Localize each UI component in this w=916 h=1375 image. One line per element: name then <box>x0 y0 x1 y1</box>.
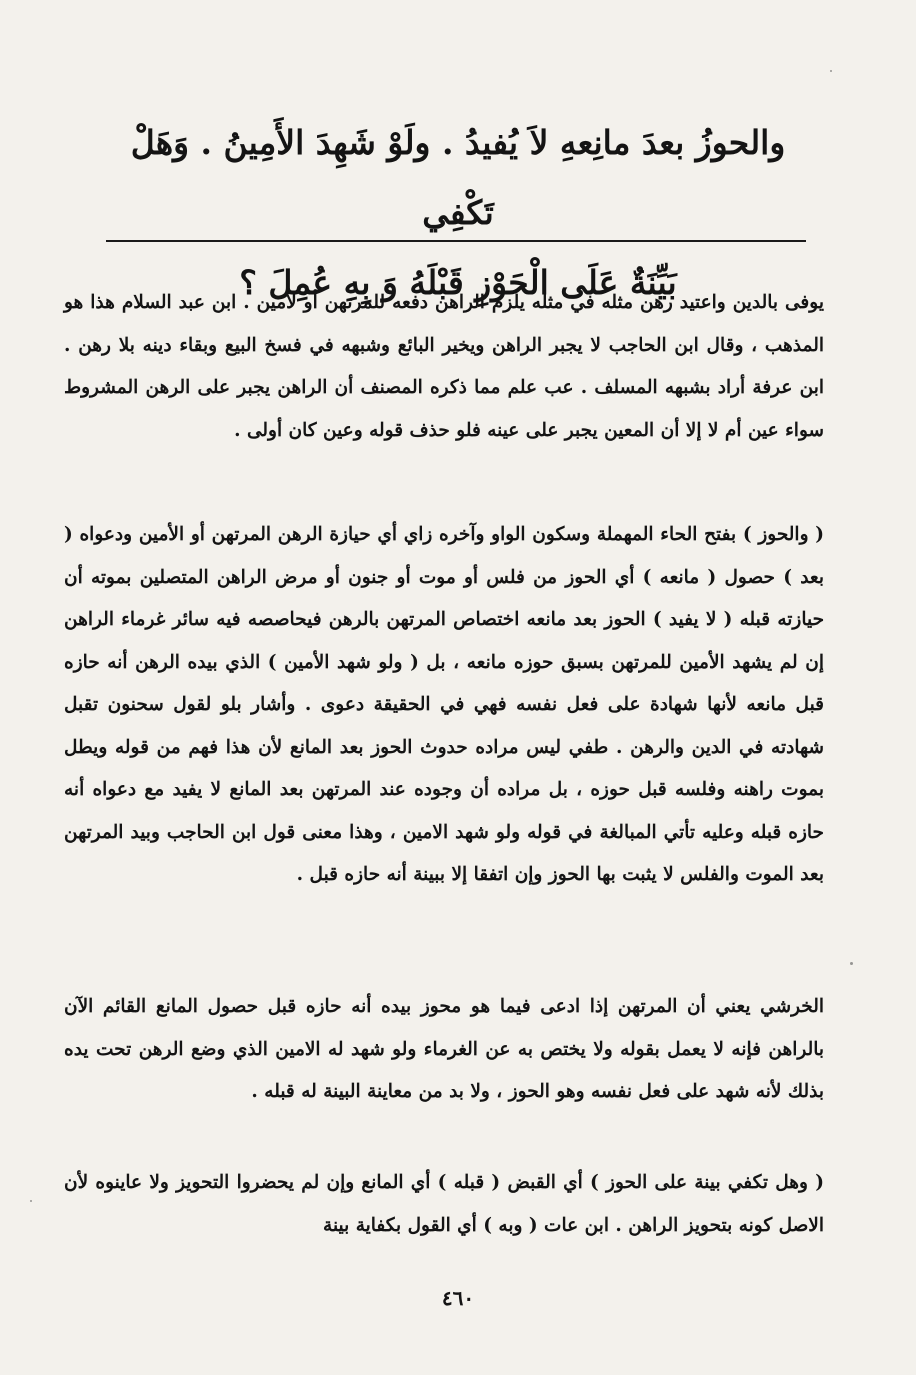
scan-speck <box>830 70 832 72</box>
heading-line-1: والحوزُ بعدَ مانِعهِ لاَ يُفيدُ . ولَوْ شَهِدَ الأَمِينُ . وَهَلْ تَكْفِي <box>130 123 786 232</box>
paragraph-4: ( وهل تكفي بينة على الحوز ) أي القبض ( قبله ) أي المانع وإن لم يحضروا التحويز ولا عاينوه لأن الاصل كونه بتحويز الراهن . ابن عات ( وبه ) أي القول بكفاية بينة <box>64 1172 824 1236</box>
heading-divider <box>106 240 806 242</box>
heading-line-2: بَيِّنَةٌ عَلَى الْحَوْزِ قَبْلَهُ وَ بِهِ عُمِلَ ؟ <box>239 263 677 302</box>
paragraph-2: ( والحوز ) بفتح الحاء المهملة وسكون الواو وآخره زاي أي حيازة الرهن المرتهن أو الأمين ودعواه ( بعد ) حصول ( مانعه ) أي الحوز من فلس أو موت أو جنون أو مرض الراهن المتصلين بموته أن حيازته قبله ( لا يفيد ) الحوز بعد مانعه اختصاص المرتهن بالرهن فيحاصصه فيه سائر غرماء الراهن إن لم يشهد الأمين للمرتهن بسبق حوزه مانعه ، بل ( ولو شهد الأمين ) الذي بيده الرهن أنه حازه قبل مانعه لأنها شهادة على فعل نفسه فهي في الحقيقة دعوى . وأشار بلو لقول سحنون تقبل شهادته في الدين والرهن . طفي ليس مراده حدوث الحوز بعد المانع لأن هذا فهم من قوله ويطل بموت راهنه وفلسه قبل حوزه ، بل مراده أن وجوده عند المرتهن بعد المانع لا يفيد مع دعواه أنه حازه قبله وعليه تأتي المبالغة في قوله ولو شهد الامين ، وهذا معنى قول ابن الحاجب وبيد المرتهن بعد الموت والفلس لا يثبت بها الحوز وإن اتفقا إلا ببينة أنه حازه قبل . <box>64 524 824 885</box>
scan-speck <box>850 962 853 965</box>
paragraph-3: الخرشي يعني أن المرتهن إذا ادعى فيما هو محوز بيده أنه حازه قبل حصول المانع القائم الآن بالراهن فإنه لا يعمل بقوله ولا يختص به عن الغرماء ولو شهد له الامين الذي وضع الرهن تحت يده بذلك لأنه شهد على فعل نفسه وهو الحوز ، ولا بد من معاينة البينة له قبله . <box>64 996 824 1102</box>
scan-speck <box>30 1200 32 1202</box>
paragraph-1: يوفى بالدين واعتيد رهن مثله في مثله يلزم الراهن دفعه للمرتهن أو لأمين . ابن عبد السلام هذا هو المذهب ، وقال ابن الحاجب لا يجبر الراهن ويخير البائع وشبهه في فسخ البيع وبقاء دينه بلا رهن . ابن عرفة أراد بشبهه المسلف . عب علم مما ذكره المصنف أن الراهن يجبر على الرهن المشروط سواء عين أم لا إلا أن المعين يجبر على عينه فلو حذف قوله وعين كان أولى . <box>64 292 824 441</box>
page-number: ٤٦٠ <box>441 1286 475 1310</box>
